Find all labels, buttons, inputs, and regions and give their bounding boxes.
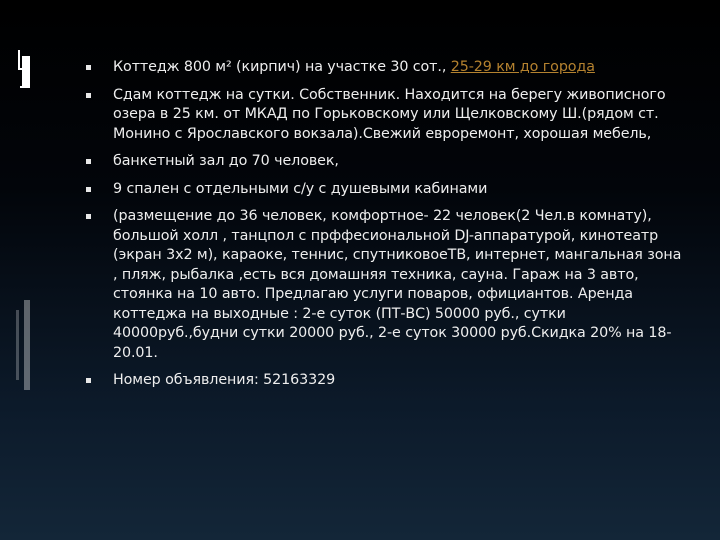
square-bullet-icon bbox=[86, 93, 91, 98]
list-item bbox=[86, 371, 686, 391]
bullet-text: банкетный зал до 70 человек, bbox=[113, 153, 339, 169]
square-bullet-icon bbox=[86, 159, 91, 164]
square-bullet-icon bbox=[86, 65, 91, 70]
list-item bbox=[86, 180, 686, 200]
bullet-text: (размещение до 36 человек, комфортное- 22 человек(2 Чел.в комнату), большой холл , танцпол с прффесиональной DJ-аппаратурой, кинотеатр (экран 3х2 м), караоке, теннис, спутниковоеТВ, интернет, мангальная зона , пляж, рыбалка ,есть вся домашняя техника, сауна. Гараж на 3 авто, стоянка на 10 авто. Предлагаю услуги поваров, официантов. Аренда коттеджа на выходные : 2-е суток (ПТ-ВС) 50000 руб., сутки 40000руб.,будни сутки 20000 руб., 2-е суток 30000 руб.Скидка 20% на 18-20.01. bbox=[113, 208, 682, 361]
square-bullet-icon bbox=[86, 187, 91, 192]
bullet-text: Коттедж 800 м² (кирпич) на участке 30 сот., bbox=[113, 59, 451, 75]
decorative-bars bbox=[0, 0, 40, 540]
list-item bbox=[86, 207, 686, 363]
list-item bbox=[86, 152, 686, 172]
bullet-text: 9 спален с отдельными с/у с душевыми кабинами bbox=[113, 180, 488, 197]
bullet-text: Сдам коттедж на сутки. Собственник. Находится на берегу живописного озера в 25 км. от МКАД по Горьковскому или Щелковскому Ш.(рядом ст. Монино с Ярославского вокзала).Свежий евроремонт, хорошая мебель, bbox=[113, 86, 666, 142]
bullet-list bbox=[86, 58, 686, 391]
square-bullet-icon bbox=[86, 214, 91, 219]
bullet-text: Номер объявления: 52163329 bbox=[113, 372, 336, 388]
square-bullet-icon bbox=[86, 378, 91, 383]
list-item bbox=[86, 86, 686, 145]
bullet-content bbox=[86, 58, 686, 399]
list-item bbox=[86, 58, 686, 78]
distance-link[interactable]: 25-29 км до города bbox=[450, 59, 595, 75]
